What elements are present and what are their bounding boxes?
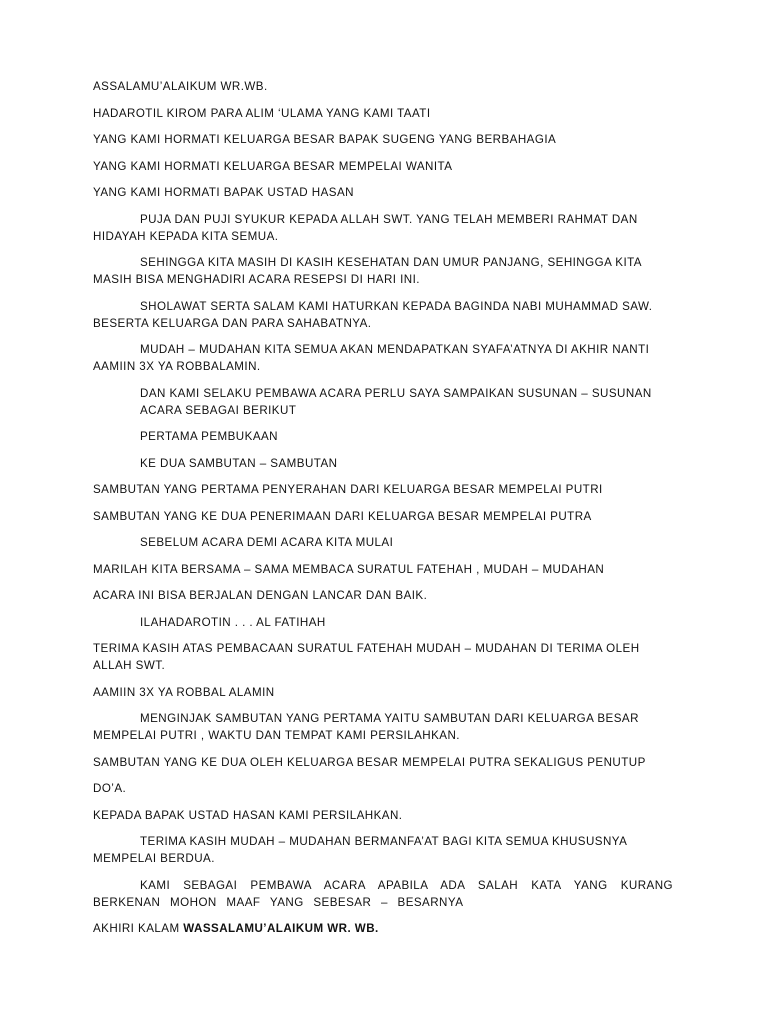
body-paragraph: TERIMA KASIH MUDAH – MUDAHAN BERMANFA’AT BAGI KITA SEMUA KHUSUSNYA MEMPELAI BERDUA.	[93, 835, 627, 865]
agenda-item: SAMBUTAN YANG PERTAMA PENYERAHAN DARI KELUARGA BESAR MEMPELAI PUTRI	[93, 483, 603, 496]
greeting-line: ASSALAMU’ALAIKUM WR.WB.	[93, 80, 268, 93]
closing-line	[93, 920, 673, 937]
body-paragraph: KEPADA BAPAK USTAD HASAN KAMI PERSILAHKAN.	[93, 808, 403, 822]
body-paragraph: AAMIIN 3X YA ROBBAL ALAMIN	[93, 685, 275, 699]
body-paragraph: TERIMA KASIH ATAS PEMBACAAN SURATUL FATEHAH MUDAH – MUDAHAN DI TERIMA OLEH ALLAH SWT.	[93, 642, 640, 672]
body-paragraph: MARILAH KITA BERSAMA – SAMA MEMBACA SURATUL FATEHAH , MUDAH – MUDAHAN	[93, 562, 605, 576]
body-paragraph: SHOLAWAT SERTA SALAM KAMI HATURKAN KEPADA BAGINDA NABI MUHAMMAD SAW. BESERTA KELUARGA DAN PARA SAHABATNYA.	[93, 299, 653, 330]
honorific-line: YANG KAMI HORMATI BAPAK USTAD HASAN	[93, 186, 354, 199]
body-paragraph: SEHINGGA KITA MASIH DI KASIH KESEHATAN DAN UMUR PANJANG, SEHINGGA KITA MASIH BISA MENGHADIRI ACARA RESEPSI DI HARI INI.	[93, 256, 642, 286]
body-paragraph: DAN KAMI SELAKU PEMBAWA ACARA PERLU SAYA SAMPAIKAN SUSUNAN – SUSUNAN ACARA SEBAGAI BERIKUT	[140, 386, 652, 417]
body-paragraph: KAMI SEBAGAI PEMBAWA ACARA APABILA ADA SALAH KATA YANG KURANG BERKENAN MOHON MAAF YANG SEBESAR – BESARNYA	[93, 878, 673, 909]
honorific-line: HADAROTIL KIROM PARA ALIM ‘ULAMA YANG KAMI TAATI	[93, 106, 431, 120]
agenda-item: PERTAMA PEMBUKAAN	[140, 430, 279, 443]
body-paragraph: PUJA DAN PUJI SYUKUR KEPADA ALLAH SWT. YANG TELAH MEMBERI RAHMAT DAN HIDAYAH KEPADA KITA SEMUA.	[93, 212, 638, 243]
body-paragraph: ILAHADAROTIN . . . AL FATIHAH	[140, 615, 326, 629]
body-paragraph: MUDAH – MUDAHAN KITA SEMUA AKAN MENDAPATKAN SYAFA’ATNYA DI AKHIR NANTI AAMIIN 3X YA ROBBALAMIN.	[93, 343, 650, 373]
agenda-item: SAMBUTAN YANG KE DUA PENERIMAAN DARI KELUARGA BESAR MEMPELAI PUTRA	[93, 509, 592, 523]
closing-salutation: WASSALAMU’ALAIKUM WR. WB.	[183, 922, 379, 935]
body-paragraph: SAMBUTAN YANG KE DUA OLEH KELUARGA BESAR MEMPELAI PUTRA SEKALIGUS PENUTUP	[93, 755, 646, 769]
body-paragraph: ACARA INI BISA BERJALAN DENGAN LANCAR DAN BAIK.	[93, 589, 428, 602]
body-paragraph: MENGINJAK SAMBUTAN YANG PERTAMA YAITU SAMBUTAN DARI KELUARGA BESAR MEMPELAI PUTRI , WAKTU DAN TEMPAT KAMI PERSILAHKAN.	[93, 712, 639, 742]
honorific-line: YANG KAMI HORMATI KELUARGA BESAR BAPAK SUGENG YANG BERBAHAGIA	[93, 133, 557, 146]
body-paragraph: DO’A.	[93, 782, 127, 795]
honorific-line: YANG KAMI HORMATI KELUARGA BESAR MEMPELAI WANITA	[93, 159, 453, 173]
agenda-item: KE DUA SAMBUTAN – SAMBUTAN	[140, 456, 338, 470]
document-body	[93, 78, 673, 947]
body-paragraph: SEBELUM ACARA DEMI ACARA KITA MULAI	[140, 536, 394, 549]
closing-prefix: AKHIRI KALAM	[93, 922, 184, 935]
